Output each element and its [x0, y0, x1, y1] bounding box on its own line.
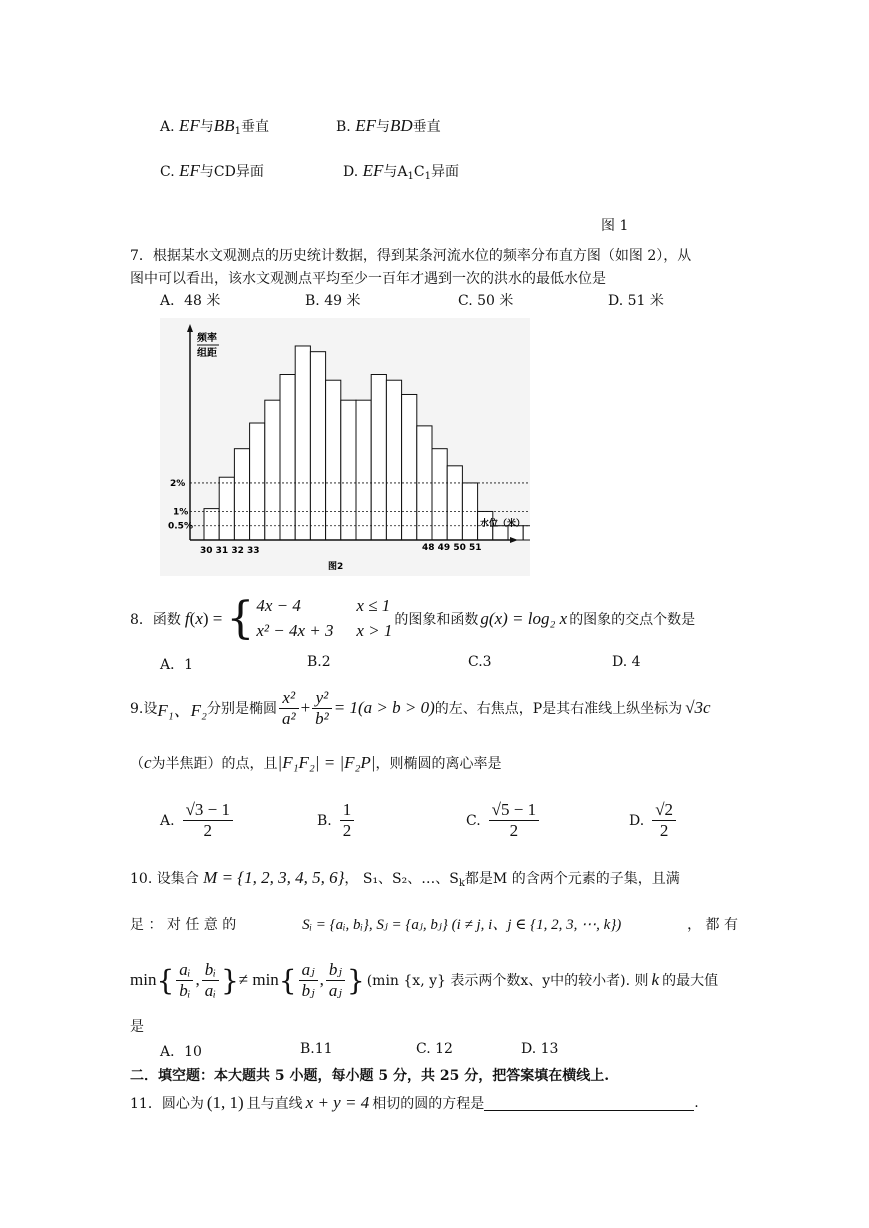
ellipse-term-x: $\frac{\text{x²}}{\text{a²}}$: [279, 688, 299, 729]
histogram-bar-34: [265, 400, 280, 540]
histogram-bar-32: [234, 449, 249, 540]
q7-line1: 7．根据某水文观测点的历史统计数据，得到某条河流水位的频率分布直方图（如图 2），从: [130, 248, 692, 264]
q9-option-d: D. $\frac{√2}{2}$: [629, 800, 678, 841]
y-tick-0-5pct: 0.5%: [168, 521, 193, 532]
q10-option-c: C. 12: [416, 1041, 453, 1057]
q7-option-d: D. 51 米: [608, 293, 664, 309]
piece2-expr: x² − 4x + 3: [256, 621, 334, 640]
q8-option-c: C.3: [468, 654, 492, 670]
histogram-bar-36: [295, 346, 310, 540]
q9-option-a: A. $\frac{√3 - 1}{2}$: [160, 800, 235, 841]
q9-option-b: B. $\frac{1}{2}$: [317, 800, 356, 841]
q8-option-b: B.2: [307, 654, 331, 670]
y-axis-label-bottom: 组距: [197, 348, 217, 359]
answer-blank[interactable]: [484, 1096, 694, 1111]
histogram-bar-39: [341, 400, 356, 540]
q6-option-d: D. EF与$A_1C_1$异面: [343, 161, 460, 182]
histogram-bar-41: [371, 375, 386, 540]
q9-stem-line1: 9.设 F₁、F₂ 分别是椭圆 $\frac{\text{x²}}{\text{a²}}$ + $\frac{\text{y²}}{\text{b²}}$ = 1(a > b > 0) 的左、右焦点，P是其右准线上纵坐标为 √3c: [130, 687, 711, 728]
q10-line1: 10. 设集合 M = {1, 2, 3, 4, 5, 6}， S₁、S₂、…、$S_k$都是M 的含两个元素的子集，且满: [130, 868, 680, 889]
histogram-bar-45: [432, 449, 447, 540]
ellipse-term-y: $\frac{\text{y²}}{\text{b²}}$: [312, 688, 332, 729]
q7-option-b: B. 49 米: [305, 293, 361, 309]
piece2-cond: x > 1: [356, 621, 393, 640]
histogram-bar-42: [386, 380, 401, 540]
q7-option-c: C. 50 米: [458, 293, 514, 309]
q7-line2: 图中可以看出，该水文观测点平均至少一百年才遇到一次的洪水的最低水位是: [130, 271, 606, 287]
histogram-bar-40: [356, 400, 371, 540]
q10-option-b: B.11: [300, 1041, 333, 1057]
q9-stem-line2: （c为半焦距）的点，且|F₁F₂| = |F₂P|，则椭圆的离心率是: [130, 753, 502, 772]
histogram-bar-43: [402, 394, 417, 540]
frac-bj-aj: $\frac{\text{bⱼ}}{\text{aⱼ}}$: [326, 960, 345, 1001]
piece1-cond: x ≤ 1: [356, 596, 391, 615]
piece1-expr: 4x − 4: [256, 596, 301, 615]
y-axis-label-top: 频率: [197, 333, 217, 344]
frac-aj-bj: $\frac{\text{aⱼ}}{\text{bⱼ}}$: [299, 960, 318, 1001]
q8-option-d: D. 4: [612, 654, 641, 670]
histogram-figure-2: [160, 318, 530, 576]
q10-option-d: D. 13: [521, 1041, 559, 1057]
histogram-bar-31: [219, 477, 234, 540]
piecewise-cases: [256, 594, 392, 644]
chart-title: 图2: [328, 562, 344, 572]
piecewise-brace: {: [226, 593, 255, 644]
q10-line3: min { $\frac{\text{aᵢ}}{\text{bᵢ}}$ , $\frac{\text{bᵢ}}{\text{aᵢ}}$ } ≠ min { $\frac{\text{aⱼ}}{\text{bⱼ}}$ , $\frac{\text{bⱼ}}{\text{aⱼ}}$ } (min {x, y} 表示两个数x、y中的较小者) . 则 k 的最大值: [130, 959, 719, 1000]
section-2-heading: 二．填空题：本大题共 5 小题，每小题 5 分，共 25 分，把答案填在横线上.: [130, 1068, 610, 1084]
q10-line4: 是: [130, 1019, 144, 1035]
histogram-bar-46: [447, 466, 462, 540]
histogram-bar-30: [204, 509, 219, 540]
g-function: g(x) = log₂ x: [480, 609, 568, 628]
q8-option-a: A．1: [160, 657, 194, 673]
q7-option-a: A．48 米: [160, 293, 221, 309]
q6-option-a: A. EF与$BB_1$垂直: [160, 116, 269, 137]
x-tick-labels-left: 30 31 32 33: [200, 546, 260, 556]
q6-option-c: C. EF与CD异面: [160, 161, 264, 180]
frac-bi-ai: $\frac{\text{bᵢ}}{\text{aᵢ}}$: [202, 960, 219, 1001]
q10-option-a: A．10: [160, 1044, 202, 1060]
histogram-bar-33: [250, 423, 265, 540]
figure-1-caption: 图 1: [601, 218, 629, 234]
q9-option-c: C. $\frac{√5 - 1}{2}$: [466, 800, 541, 841]
y-tick-1pct: 1%: [173, 507, 189, 518]
q11-stem: 11．圆心为 (1, 1) 且与直线 x + y = 4 相切的圆的方程是 .: [130, 1093, 699, 1112]
frac-ai-bi: $\frac{\text{aᵢ}}{\text{bᵢ}}$: [176, 960, 193, 1001]
histogram-bar-35: [280, 375, 295, 540]
x-axis-label: 水位（米）: [480, 519, 526, 529]
histogram-bar-38: [326, 380, 341, 540]
y-tick-2pct: 2%: [170, 478, 186, 489]
q6-option-b: B. EF与BD垂直: [336, 116, 441, 135]
x-tick-labels-right: 48 49 50 51: [422, 543, 482, 553]
q8-stem: 8．函数 f (x) = { 4x − 4 x ≤ 1 x² − 4x + 3 x > 1 的图象和函数 g(x) = log₂ x 的图象的交点个数是: [130, 593, 696, 644]
q10-line2: 足 ： 对 任 意 的 Sᵢ = {aᵢ, bᵢ}, Sⱼ = {aⱼ, bⱼ} (i ≠ j, i、j ∈ {1, 2, 3, ⋯, k}) ， 都 有: [130, 916, 738, 933]
